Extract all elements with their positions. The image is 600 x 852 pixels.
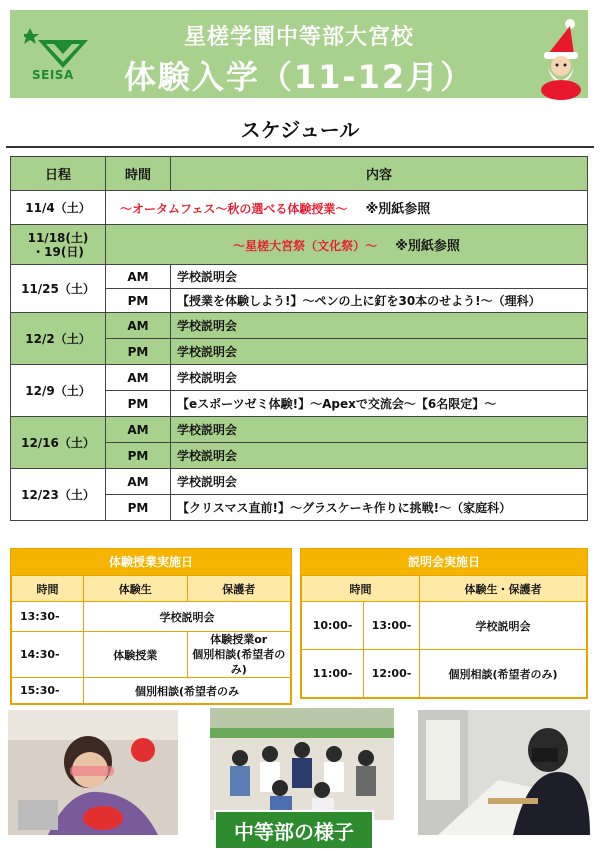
header-time: 時間: [106, 157, 171, 191]
content-cell: 学校説明会: [171, 417, 588, 443]
time-cell: 14:30-: [12, 632, 84, 678]
date-cell: 12/2（土）: [11, 313, 106, 365]
header-time: 時間: [302, 576, 420, 602]
reference-note: ※別紙参照: [365, 202, 431, 217]
time-am-cell: 10:00-: [302, 602, 364, 650]
time-am-cell: 11:00-: [302, 650, 364, 698]
content-cell: 学校説明会: [420, 602, 587, 650]
photo-student-painting: [8, 710, 178, 835]
time-cell: PM: [106, 289, 171, 313]
school-name: 星槎学園中等部大宮校: [183, 25, 414, 50]
event-cell: [106, 191, 588, 225]
reference-note: ※別紙参照: [395, 239, 460, 254]
content-cell: 学校説明会: [171, 365, 588, 391]
date-cell: 12/16（土）: [11, 417, 106, 469]
info-table: [301, 575, 587, 698]
table-row: [11, 417, 588, 443]
header-student: 体験生: [84, 576, 188, 602]
content-cell: 【eスポーツゼミ体験!】〜Apexで交流会〜【6名限定】〜: [171, 391, 588, 417]
table-row: [11, 313, 588, 339]
date-cell: 12/23（土）: [11, 469, 106, 521]
santa-icon: [530, 16, 590, 102]
content-cell: 【クリスマス直前!】〜グラスケーキ作りに挑戦!〜（家庭科）: [171, 495, 588, 521]
time-pm-cell: 12:00-: [364, 650, 420, 698]
content-cell: 学校説明会: [171, 339, 588, 365]
header-banner: [10, 10, 588, 98]
table-row: [302, 650, 587, 698]
content-cell: 個別相談(希望者のみ: [84, 678, 291, 704]
table-row: [302, 602, 587, 650]
table-row: [12, 678, 291, 704]
trial-box-title: 体験授業実施日: [11, 549, 291, 575]
event-text: 〜星槎大宮祭（文化祭）〜: [233, 239, 378, 253]
photo-caption: 中等部の様子: [214, 810, 374, 850]
table-row: [11, 225, 588, 265]
content-cell: 学校説明会: [171, 443, 588, 469]
header-date: 日程: [11, 157, 106, 191]
time-cell: AM: [106, 265, 171, 289]
time-cell: AM: [106, 469, 171, 495]
info-box-title: 説明会実施日: [301, 549, 587, 575]
content-cell: 学校説明会: [171, 265, 588, 289]
time-cell: PM: [106, 443, 171, 469]
table-row: [11, 365, 588, 391]
time-cell: AM: [106, 313, 171, 339]
info-header-row: [302, 576, 587, 602]
time-pm-cell: 13:00-: [364, 602, 420, 650]
time-cell: 15:30-: [12, 678, 84, 704]
table-row: [12, 602, 291, 632]
info-session-box: [300, 548, 588, 699]
event-text: 〜オータムフェス〜秋の選べる体験授業〜: [120, 202, 348, 216]
content-cell: 個別相談(希望者のみ): [420, 650, 587, 698]
table-row: [12, 632, 291, 678]
content-cell: [187, 632, 291, 678]
content-cell: 学校説明会: [84, 602, 291, 632]
schedule-header-row: [11, 157, 588, 191]
time-cell: AM: [106, 417, 171, 443]
date-cell: 11/25（土）: [11, 265, 106, 313]
time-cell: 13:30-: [12, 602, 84, 632]
date-cell: [11, 225, 106, 265]
trial-class-box: [10, 548, 292, 705]
trial-table: [11, 575, 291, 704]
table-row: [11, 265, 588, 289]
table-row: [11, 191, 588, 225]
time-cell: PM: [106, 339, 171, 365]
page-title: 体験入学（11-12月）: [123, 58, 475, 96]
time-cell: AM: [106, 365, 171, 391]
parent-line: 体験授業or: [210, 633, 268, 646]
photo-group-activity: [210, 708, 394, 820]
time-cell: PM: [106, 495, 171, 521]
content-cell: 学校説明会: [171, 313, 588, 339]
parent-line: 個別相談(希望者のみ): [192, 648, 286, 676]
date-line: ・19(日): [32, 244, 84, 259]
date-line: 11/18(土): [27, 230, 89, 245]
content-cell: 学校説明会: [171, 469, 588, 495]
section-title: スケジュール: [240, 118, 360, 142]
date-cell: 11/4（土）: [11, 191, 106, 225]
date-cell: 12/9（土）: [11, 365, 106, 417]
content-cell: 体験授業: [84, 632, 188, 678]
event-cell: [106, 225, 588, 265]
photo-student-studying: [418, 710, 590, 835]
header-parent: 保護者: [187, 576, 291, 602]
content-cell: 【授業を体験しよう!】〜ペンの上に釘を30本のせよう!〜（理科）: [171, 289, 588, 313]
header-content: 内容: [171, 157, 588, 191]
header-time: 時間: [12, 576, 84, 602]
time-cell: PM: [106, 391, 171, 417]
section-divider: [6, 146, 594, 148]
trial-header-row: [12, 576, 291, 602]
table-row: [11, 469, 588, 495]
logo-text: SEISA: [32, 68, 74, 82]
header-attendees: 体験生・保護者: [420, 576, 587, 602]
schedule-table: [10, 156, 588, 521]
